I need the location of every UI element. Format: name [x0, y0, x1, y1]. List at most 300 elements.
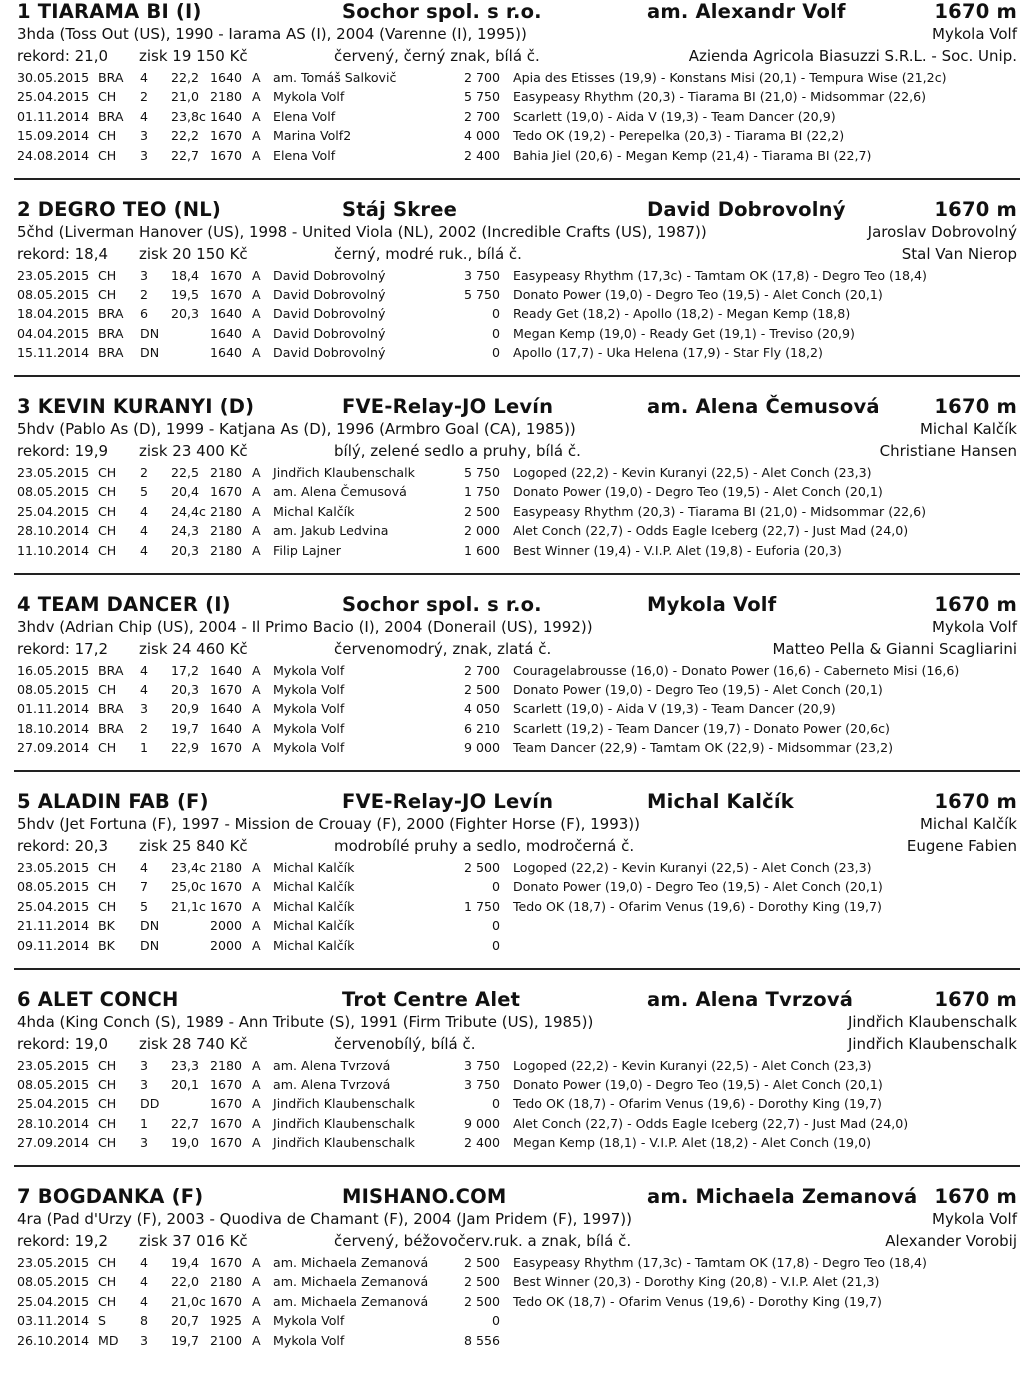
section-divider [14, 375, 1020, 377]
record-time: rekord: 21,0 [17, 47, 109, 65]
race-place: 3 [140, 1135, 149, 1151]
race-time: 18,4 [171, 267, 200, 283]
race-result: Tedo OK (18,7) - Ofarim Venus (19,6) - Dorothy King (19,7) [513, 1096, 882, 1112]
race-track: CH [98, 1293, 117, 1309]
race-place: 3 [140, 1332, 149, 1348]
table-row [0, 304, 1024, 323]
race-track: CH [98, 898, 117, 914]
race-track: BRA [98, 345, 124, 361]
race-prize: 2 500 [463, 503, 500, 519]
trainer-name: Jaroslav Dobrovolný [867, 222, 1017, 241]
pedigree: 3hdv (Adrian Chip (US), 2004 - Il Primo Bacio (I), 2004 (Donerail (US), 1992)) [17, 617, 593, 636]
race-prize: 4 000 [463, 128, 500, 144]
race-date: 25.04.2015 [17, 1293, 90, 1309]
race-prize: 2 700 [463, 108, 500, 124]
race-track: BRA [98, 108, 124, 124]
race-track: BRA [98, 662, 124, 678]
race-prize: 2 700 [463, 662, 500, 678]
race-track: BRA [98, 306, 124, 322]
race-driver: am. Alena Tvrzová [273, 1076, 391, 1092]
race-driver: Mykola Volf [273, 1332, 345, 1348]
race-prize: 0 [491, 937, 500, 953]
race-driver: Michal Kalčík [273, 937, 355, 953]
race-prize: 0 [491, 1096, 500, 1112]
race-result: Megan Kemp (18,1) - V.I.P. Alet (18,2) - Alet Conch (19,0) [513, 1135, 872, 1151]
race-track: CH [98, 523, 117, 539]
race-distance-cell: 1925 [210, 1313, 243, 1329]
race-driver: Michal Kalčík [273, 860, 355, 875]
pedigree: 5čhd (Liverman Hanover (US), 1998 - United Viola (NL), 2002 (Incredible Crafts (US), 1987)) [17, 222, 707, 241]
pedigree: 4hda (King Conch (S), 1989 - Ann Tribute (S), 1991 (Firm Tribute (US), 1985)) [17, 1012, 594, 1031]
race-date: 28.10.2014 [17, 523, 90, 539]
start-type: A [252, 898, 261, 914]
race-place: 1 [140, 1115, 149, 1131]
race-date: 23.05.2015 [17, 267, 90, 283]
race-distance-cell: 2180 [210, 1274, 243, 1290]
race-time: 23,8c [171, 108, 206, 124]
race-result: Donato Power (19,0) - Degro Teo (19,5) - Alet Conch (20,1) [513, 879, 883, 895]
race-prize: 0 [491, 879, 500, 895]
table-row [0, 1094, 1024, 1113]
driver-name: Mykola Volf [647, 592, 777, 616]
race-track: CH [98, 740, 117, 756]
race-place: 8 [140, 1313, 149, 1329]
race-date: 01.11.2014 [17, 108, 90, 124]
record-time: rekord: 17,2 [17, 639, 109, 658]
race-time: 22,0 [171, 1274, 200, 1290]
race-driver: am. Alena Tvrzová [273, 1057, 391, 1073]
start-type: A [252, 523, 261, 539]
start-type: A [252, 1274, 261, 1290]
race-distance-cell: 1670 [210, 740, 243, 756]
table-row [0, 266, 1024, 285]
start-type: A [252, 108, 261, 124]
race-driver: Marina Volf2 [273, 128, 352, 144]
horse-name: 5 ALADIN FAB (F) [17, 790, 209, 813]
table-row [0, 126, 1024, 145]
race-driver: Mykola Volf [273, 681, 345, 697]
start-type: A [252, 701, 261, 717]
table-row [0, 877, 1024, 896]
racing-colors: červený, černý znak, bílá č. [334, 47, 540, 65]
performance-table [0, 858, 1024, 955]
horse-name: 3 KEVIN KURANYI (D) [17, 395, 255, 418]
trainer-name: Jindřich Klaubenschalk [847, 1012, 1017, 1031]
race-prize: 4 050 [463, 701, 500, 717]
race-place: 7 [140, 879, 149, 895]
race-driver: am. Michaela Zemanová [273, 1293, 429, 1309]
start-type: A [252, 70, 261, 85]
race-place: DN [140, 937, 160, 953]
race-distance: 1670 m [934, 592, 1017, 616]
race-time: 21,1c [171, 898, 206, 914]
earnings: zisk 20 150 Kč [139, 244, 248, 263]
race-date: 18.04.2015 [17, 306, 90, 322]
race-date: 23.05.2015 [17, 465, 90, 480]
breeder-name: Eugene Fabien [906, 837, 1017, 855]
performance-table [0, 661, 1024, 758]
race-distance: 1670 m [934, 395, 1017, 418]
racing-colors: červenomodrý, znak, zlatá č. [334, 639, 552, 658]
pedigree: 5hdv (Pablo As (D), 1999 - Katjana As (D), 1996 (Armbro Goal (CA), 1985)) [17, 420, 576, 438]
breeder-name: Stal Van Nierop [901, 244, 1017, 263]
race-track: BRA [98, 701, 124, 717]
table-row [0, 719, 1024, 738]
race-driver: Filip Lajner [273, 542, 341, 558]
owner-name: Stáj Skree [342, 197, 458, 221]
race-time: 19,7 [171, 1332, 200, 1348]
race-place: 3 [140, 1076, 149, 1092]
section-divider [14, 968, 1020, 970]
performance-table [0, 1056, 1024, 1153]
breeder-name: Jindřich Klaubenschalk [847, 1034, 1017, 1053]
race-date: 25.04.2015 [17, 898, 90, 914]
race-place: 2 [140, 286, 149, 302]
horse-entry [0, 395, 1024, 593]
race-track: BK [98, 918, 115, 934]
race-driver: Mykola Volf [273, 1313, 345, 1329]
earnings: zisk 25 840 Kč [139, 837, 248, 855]
race-time: 24,3 [171, 523, 200, 539]
race-prize: 2 500 [463, 681, 500, 697]
owner-name: FVE-Relay-JO Levín [342, 395, 554, 418]
race-prize: 2 500 [463, 1255, 500, 1270]
race-prize: 2 500 [463, 1293, 500, 1309]
race-date: 08.05.2015 [17, 879, 90, 895]
race-track: BRA [98, 720, 124, 736]
start-type: A [252, 1096, 261, 1112]
race-time: 22,9 [171, 740, 200, 756]
race-place: 2 [140, 89, 149, 105]
race-driver: Jindřich Klaubenschalk [273, 1135, 415, 1151]
table-row [0, 285, 1024, 304]
race-prize: 5 750 [463, 89, 500, 105]
race-place: 3 [140, 128, 149, 144]
race-distance-cell: 1670 [210, 484, 243, 500]
race-prize: 9 000 [463, 740, 500, 756]
race-time: 19,5 [171, 286, 200, 302]
race-distance-cell: 1640 [210, 345, 243, 361]
race-distance-cell: 2180 [210, 503, 243, 519]
race-distance-cell: 2180 [210, 860, 243, 875]
race-result: Megan Kemp (19,0) - Ready Get (19,1) - Treviso (20,9) [513, 325, 855, 341]
race-time: 25,0c [171, 879, 206, 895]
start-type: A [252, 918, 261, 934]
race-date: 18.10.2014 [17, 720, 90, 736]
race-prize: 3 750 [463, 267, 500, 283]
race-distance-cell: 2180 [210, 465, 243, 480]
start-type: A [252, 681, 261, 697]
racing-colors: červený, béžovočerv.ruk. a znak, bílá č. [334, 1232, 632, 1250]
race-result: Alet Conch (22,7) - Odds Eagle Iceberg (22,7) - Just Mad (24,0) [513, 1115, 909, 1131]
racing-colors: červenobílý, bílá č. [334, 1034, 476, 1053]
section-divider [14, 770, 1020, 772]
race-time: 20,1 [171, 1076, 200, 1092]
race-distance-cell: 1640 [210, 720, 243, 736]
race-prize: 2 700 [463, 70, 500, 85]
earnings: zisk 28 740 Kč [139, 1034, 248, 1053]
race-date: 08.05.2015 [17, 1076, 90, 1092]
race-date: 24.08.2014 [17, 147, 90, 163]
race-prize: 0 [491, 1313, 500, 1329]
race-track: MD [98, 1332, 119, 1348]
race-time: 23,4c [171, 860, 206, 875]
breeder-name: Azienda Agricola Biasuzzi S.R.L. - Soc. Unip. [688, 47, 1017, 65]
race-date: 09.11.2014 [17, 937, 90, 953]
start-type: A [252, 937, 261, 953]
race-track: CH [98, 128, 117, 144]
table-row [0, 343, 1024, 362]
record-time: rekord: 19,0 [17, 1034, 109, 1053]
race-place: 4 [140, 1255, 149, 1270]
horse-name: 7 BOGDANKA (F) [17, 1185, 204, 1208]
race-distance: 1670 m [934, 790, 1017, 813]
race-driver: Michal Kalčík [273, 918, 355, 934]
race-driver: Mykola Volf [273, 662, 345, 678]
race-prize: 2 500 [463, 860, 500, 875]
owner-name: MISHANO.COM [342, 1185, 507, 1208]
driver-name: Michal Kalčík [647, 790, 794, 813]
race-time: 20,3 [171, 306, 200, 322]
start-type: A [252, 267, 261, 283]
race-time: 22,2 [171, 70, 200, 85]
start-type: A [252, 325, 261, 341]
table-row [0, 1056, 1024, 1075]
race-prize: 1 750 [463, 898, 500, 914]
race-date: 25.04.2015 [17, 89, 90, 105]
race-driver: Jindřich Klaubenschalk [273, 1096, 415, 1112]
race-date: 08.05.2015 [17, 681, 90, 697]
race-distance-cell: 1670 [210, 267, 243, 283]
race-time: 24,4c [171, 503, 206, 519]
race-result: Donato Power (19,0) - Degro Teo (19,5) - Alet Conch (20,1) [513, 286, 883, 302]
race-distance-cell: 1640 [210, 325, 243, 341]
race-result: Easypeasy Rhythm (17,3c) - Tamtam OK (17,8) - Degro Teo (18,4) [513, 1255, 927, 1270]
race-result: Tedo OK (18,7) - Ofarim Venus (19,6) - Dorothy King (19,7) [513, 1293, 882, 1309]
start-type: A [252, 465, 261, 480]
race-distance-cell: 1640 [210, 70, 243, 85]
start-type: A [252, 879, 261, 895]
race-place: 5 [140, 484, 149, 500]
table-row [0, 68, 1024, 87]
race-date: 27.09.2014 [17, 740, 90, 756]
horse-entry [0, 0, 1024, 198]
race-prize: 3 750 [463, 1057, 500, 1073]
race-place: 1 [140, 740, 149, 756]
race-track: CH [98, 1096, 117, 1112]
race-driver: Mykola Volf [273, 720, 345, 736]
record-time: rekord: 19,9 [17, 442, 109, 460]
race-result: Scarlett (19,0) - Aida V (19,3) - Team Dancer (20,9) [513, 108, 836, 124]
horse-name: 4 TEAM DANCER (I) [17, 592, 231, 616]
race-distance-cell: 2180 [210, 89, 243, 105]
race-distance-cell: 2000 [210, 937, 243, 953]
horse-entry [0, 790, 1024, 988]
race-date: 04.04.2015 [17, 325, 90, 341]
race-prize: 2 400 [463, 147, 500, 163]
race-track: CH [98, 147, 117, 163]
horse-name: 2 DEGRO TEO (NL) [17, 197, 222, 221]
earnings: zisk 23 400 Kč [139, 442, 248, 460]
start-type: A [252, 1255, 261, 1270]
race-distance-cell: 2100 [210, 1332, 243, 1348]
race-track: BRA [98, 325, 124, 341]
table-row [0, 858, 1024, 877]
race-prize: 0 [491, 918, 500, 934]
record-time: rekord: 19,2 [17, 1232, 109, 1250]
performance-table [0, 266, 1024, 363]
driver-name: David Dobrovolný [647, 197, 846, 221]
race-result: Easypeasy Rhythm (20,3) - Tiarama BI (21,0) - Midsommar (22,6) [513, 503, 927, 519]
race-prize: 2 000 [463, 523, 500, 539]
race-distance: 1670 m [934, 1185, 1017, 1208]
race-driver: Elena Volf [273, 147, 336, 163]
race-track: CH [98, 286, 117, 302]
race-place: 4 [140, 860, 149, 875]
race-date: 23.05.2015 [17, 1057, 90, 1073]
start-type: A [252, 89, 261, 105]
race-distance-cell: 1670 [210, 1115, 243, 1131]
race-place: 4 [140, 108, 149, 124]
breeder-name: Matteo Pella & Gianni Scagliarini [772, 639, 1017, 658]
table-row [0, 1114, 1024, 1133]
race-result: Tedo OK (19,2) - Perepelka (20,3) - Tiarama BI (22,2) [513, 128, 845, 144]
race-time: 19,0 [171, 1135, 200, 1151]
race-result: Couragelabrousse (16,0) - Donato Power (16,6) - Caberneto Misi (16,6) [513, 662, 960, 678]
horse-name: 6 ALET CONCH [17, 987, 179, 1011]
table-row [0, 1331, 1024, 1350]
table-row [0, 324, 1024, 343]
race-track: CH [98, 465, 117, 480]
earnings: zisk 19 150 Kč [139, 47, 248, 65]
section-divider [14, 1165, 1020, 1167]
race-distance-cell: 1640 [210, 701, 243, 717]
race-driver: am. Michaela Zemanová [273, 1255, 429, 1270]
race-time: 20,9 [171, 701, 200, 717]
race-distance-cell: 1670 [210, 898, 243, 914]
race-place: 2 [140, 465, 149, 480]
race-result: Donato Power (19,0) - Degro Teo (19,5) - Alet Conch (20,1) [513, 1076, 883, 1092]
trainer-name: Michal Kalčík [919, 815, 1017, 833]
race-result: Best Winner (19,4) - V.I.P. Alet (19,8) - Euforia (20,3) [513, 542, 842, 558]
race-distance: 1670 m [934, 197, 1017, 221]
driver-name: am. Alena Tvrzová [647, 987, 854, 1011]
race-result: Donato Power (19,0) - Degro Teo (19,5) - Alet Conch (20,1) [513, 484, 883, 500]
race-distance-cell: 1670 [210, 147, 243, 163]
race-distance-cell: 2180 [210, 523, 243, 539]
race-distance-cell: 1670 [210, 1135, 243, 1151]
race-track: CH [98, 1255, 117, 1270]
table-row [0, 541, 1024, 560]
start-type: A [252, 128, 261, 144]
race-time: 19,7 [171, 720, 200, 736]
section-divider [14, 178, 1020, 180]
race-distance: 1670 m [934, 0, 1017, 23]
table-row [0, 738, 1024, 757]
start-type: A [252, 147, 261, 163]
table-row [0, 463, 1024, 482]
race-prize: 2 500 [463, 1274, 500, 1290]
racing-colors: bílý, zelené sedlo a pruhy, bílá č. [334, 442, 581, 460]
race-date: 08.05.2015 [17, 1274, 90, 1290]
table-row [0, 1292, 1024, 1311]
race-track: CH [98, 503, 117, 519]
race-place: 3 [140, 1057, 149, 1073]
performance-table [0, 68, 1024, 165]
driver-name: am. Alexandr Volf [647, 0, 846, 23]
racing-colors: modrobílé pruhy a sedlo, modročerná č. [334, 837, 635, 855]
race-distance-cell: 2180 [210, 542, 243, 558]
race-driver: Mykola Volf [273, 701, 345, 717]
race-track: CH [98, 681, 117, 697]
earnings: zisk 37 016 Kč [139, 1232, 248, 1250]
performance-table [0, 1253, 1024, 1350]
race-distance-cell: 1670 [210, 681, 243, 697]
race-driver: Michal Kalčík [273, 898, 355, 914]
owner-name: Sochor spol. s r.o. [342, 0, 542, 23]
owner-name: Sochor spol. s r.o. [342, 592, 542, 616]
start-type: A [252, 720, 261, 736]
table-row [0, 1075, 1024, 1094]
race-prize: 5 750 [463, 286, 500, 302]
race-place: 2 [140, 720, 149, 736]
owner-name: Trot Centre Alet [342, 987, 521, 1011]
race-prize: 0 [491, 345, 500, 361]
race-driver: am. Alena Čemusová [273, 484, 407, 500]
race-result: Bahia Jiel (20,6) - Megan Kemp (21,4) - Tiarama BI (22,7) [513, 147, 872, 163]
race-time: 20,3 [171, 542, 200, 558]
race-prize: 3 750 [463, 1076, 500, 1092]
race-prize: 1 750 [463, 484, 500, 500]
race-driver: Elena Volf [273, 108, 336, 124]
race-place: 6 [140, 306, 149, 322]
race-prize: 9 000 [463, 1115, 500, 1131]
race-time: 17,2 [171, 662, 200, 678]
race-date: 28.10.2014 [17, 1115, 90, 1131]
race-result: Apia des Etisses (19,9) - Konstans Misi (20,1) - Tempura Wise (21,2c) [513, 70, 947, 85]
start-type: A [252, 1057, 261, 1073]
start-type: A [252, 662, 261, 678]
race-driver: David Dobrovolný [273, 345, 386, 361]
race-track: CH [98, 484, 117, 500]
race-distance-cell: 2180 [210, 1057, 243, 1073]
race-driver: am. Jakub Ledvina [273, 523, 389, 539]
racing-colors: černý, modré ruk., bílá č. [334, 244, 522, 263]
race-prize: 0 [491, 325, 500, 341]
race-driver: Mykola Volf [273, 740, 345, 756]
start-type: A [252, 1135, 261, 1151]
race-date: 23.05.2015 [17, 1255, 90, 1270]
table-row [0, 680, 1024, 699]
table-row [0, 1133, 1024, 1152]
race-place: DN [140, 325, 160, 341]
race-place: DD [140, 1096, 160, 1112]
race-time: 23,3 [171, 1057, 200, 1073]
race-time: 20,7 [171, 1313, 200, 1329]
race-place: 4 [140, 662, 149, 678]
race-result: Team Dancer (22,9) - Tamtam OK (22,9) - Midsommar (23,2) [513, 740, 893, 756]
trainer-name: Mykola Volf [932, 25, 1017, 43]
race-track: CH [98, 879, 117, 895]
race-date: 25.04.2015 [17, 503, 90, 519]
driver-name: am. Michaela Zemanová [647, 1185, 918, 1208]
race-track: BK [98, 937, 115, 953]
race-time: 20,4 [171, 484, 200, 500]
race-driver: David Dobrovolný [273, 306, 386, 322]
race-place: 3 [140, 701, 149, 717]
race-date: 11.10.2014 [17, 542, 90, 558]
pedigree: 3hda (Toss Out (US), 1990 - Iarama AS (I), 2004 (Varenne (I), 1995)) [17, 25, 527, 43]
